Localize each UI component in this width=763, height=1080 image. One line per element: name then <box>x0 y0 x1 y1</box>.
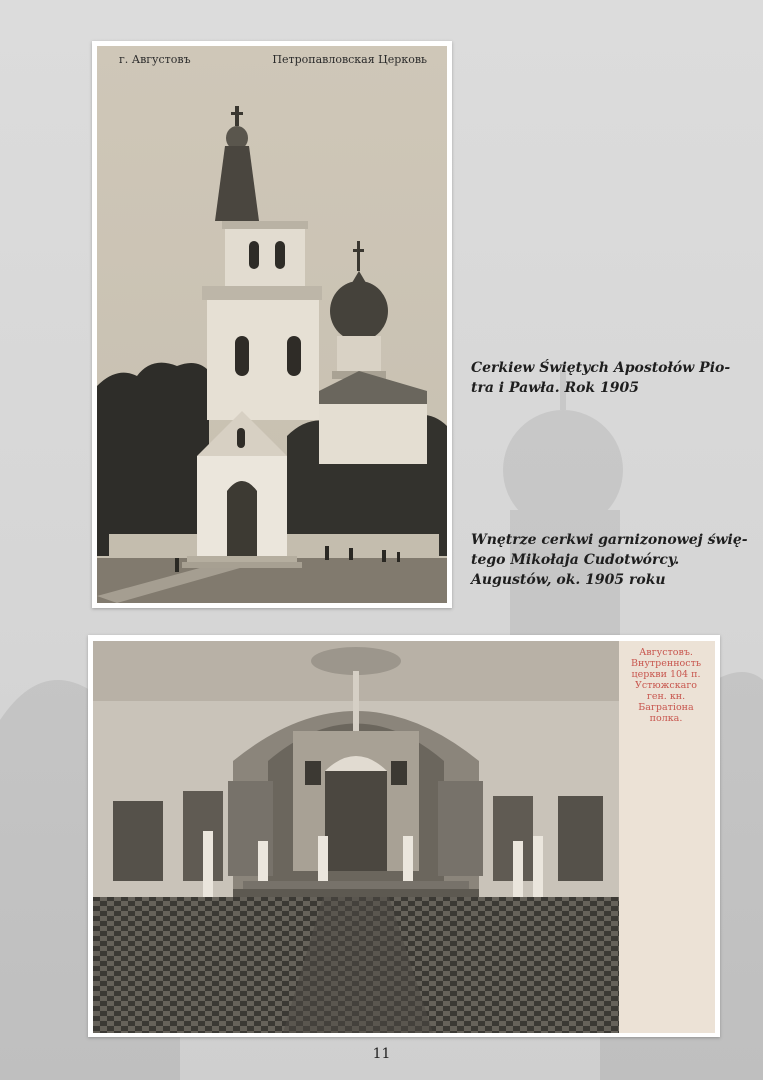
caption-line: Wnętrze cerkwi garnizonowej świę- <box>471 532 748 548</box>
red-caption-line: Устюжскаго <box>634 680 698 691</box>
photo1-header-left: г. Августовъ <box>119 53 191 66</box>
red-caption-line: полка. <box>649 713 683 724</box>
caption-line: Cerkiew Świętych Apostołów Pio- <box>471 360 731 376</box>
caption-line: tego Mikołaja Cudotwórcy. <box>471 552 680 568</box>
background-watermark-church <box>440 360 700 660</box>
church-exterior-photo <box>92 41 452 608</box>
postcard-red-caption <box>621 647 711 724</box>
caption-line: tra i Pawła. Rok 1905 <box>471 380 639 396</box>
church-exterior-illustration <box>97 46 447 603</box>
caption-church-interior <box>471 530 748 590</box>
red-caption-line: церкви 104 п. <box>631 669 701 680</box>
photo1-header-right: Петропавловская Церковь <box>272 53 427 66</box>
red-caption-line: Багратiона <box>638 702 694 713</box>
red-caption-line: ген. кн. <box>646 691 686 702</box>
church-interior-photo <box>88 635 720 1037</box>
caption-line: Augustów, ok. 1905 roku <box>471 572 666 588</box>
page-number: 11 <box>372 1046 391 1062</box>
red-caption-line: Августовъ. <box>639 647 693 658</box>
caption-church-exterior <box>471 358 730 398</box>
church-interior-illustration <box>93 641 619 1033</box>
red-caption-line: Внутренность <box>631 658 701 669</box>
